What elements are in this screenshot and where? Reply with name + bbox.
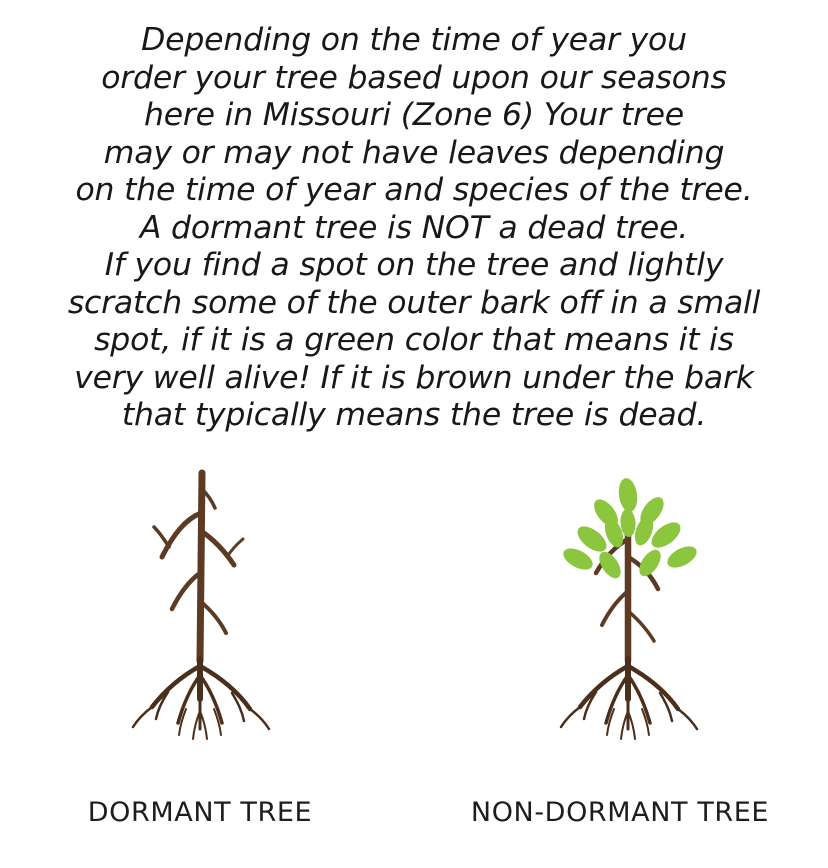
notice-line: order your tree based upon our seasons xyxy=(101,59,727,96)
notice-line: If you find a spot on the tree and lightly xyxy=(104,247,724,283)
notice-line: here in Missouri (Zone 6) Your tree xyxy=(143,97,684,133)
notice-line: A dormant tree is NOT a dead tree. xyxy=(139,209,689,246)
leafy-tree-with-roots-icon xyxy=(518,461,738,791)
notice-line: Depending on the time of year you xyxy=(141,22,687,58)
notice-line: very well alive! If it is brown under the bark xyxy=(74,359,754,396)
dormant-tree-figure xyxy=(50,461,350,791)
notice-line: spot, if it is a green color that means it is xyxy=(94,322,734,358)
notice-line: may or may not have leaves depending xyxy=(103,134,725,171)
non-dormant-tree-figure xyxy=(478,461,778,791)
bare-tree-with-roots-icon xyxy=(90,461,310,791)
notice-line: that typically means the tree is dead. xyxy=(121,397,707,433)
tree-figures xyxy=(0,461,828,791)
notice-line: on the time of year and species of the tree. xyxy=(75,172,753,208)
notice-line: scratch some of the outer bark off in a small xyxy=(67,284,761,321)
figure-captions xyxy=(0,797,828,857)
non-dormant-tree-caption: NON-DORMANT TREE xyxy=(470,796,770,828)
dormant-tree-caption: DORMANT TREE xyxy=(87,796,313,828)
